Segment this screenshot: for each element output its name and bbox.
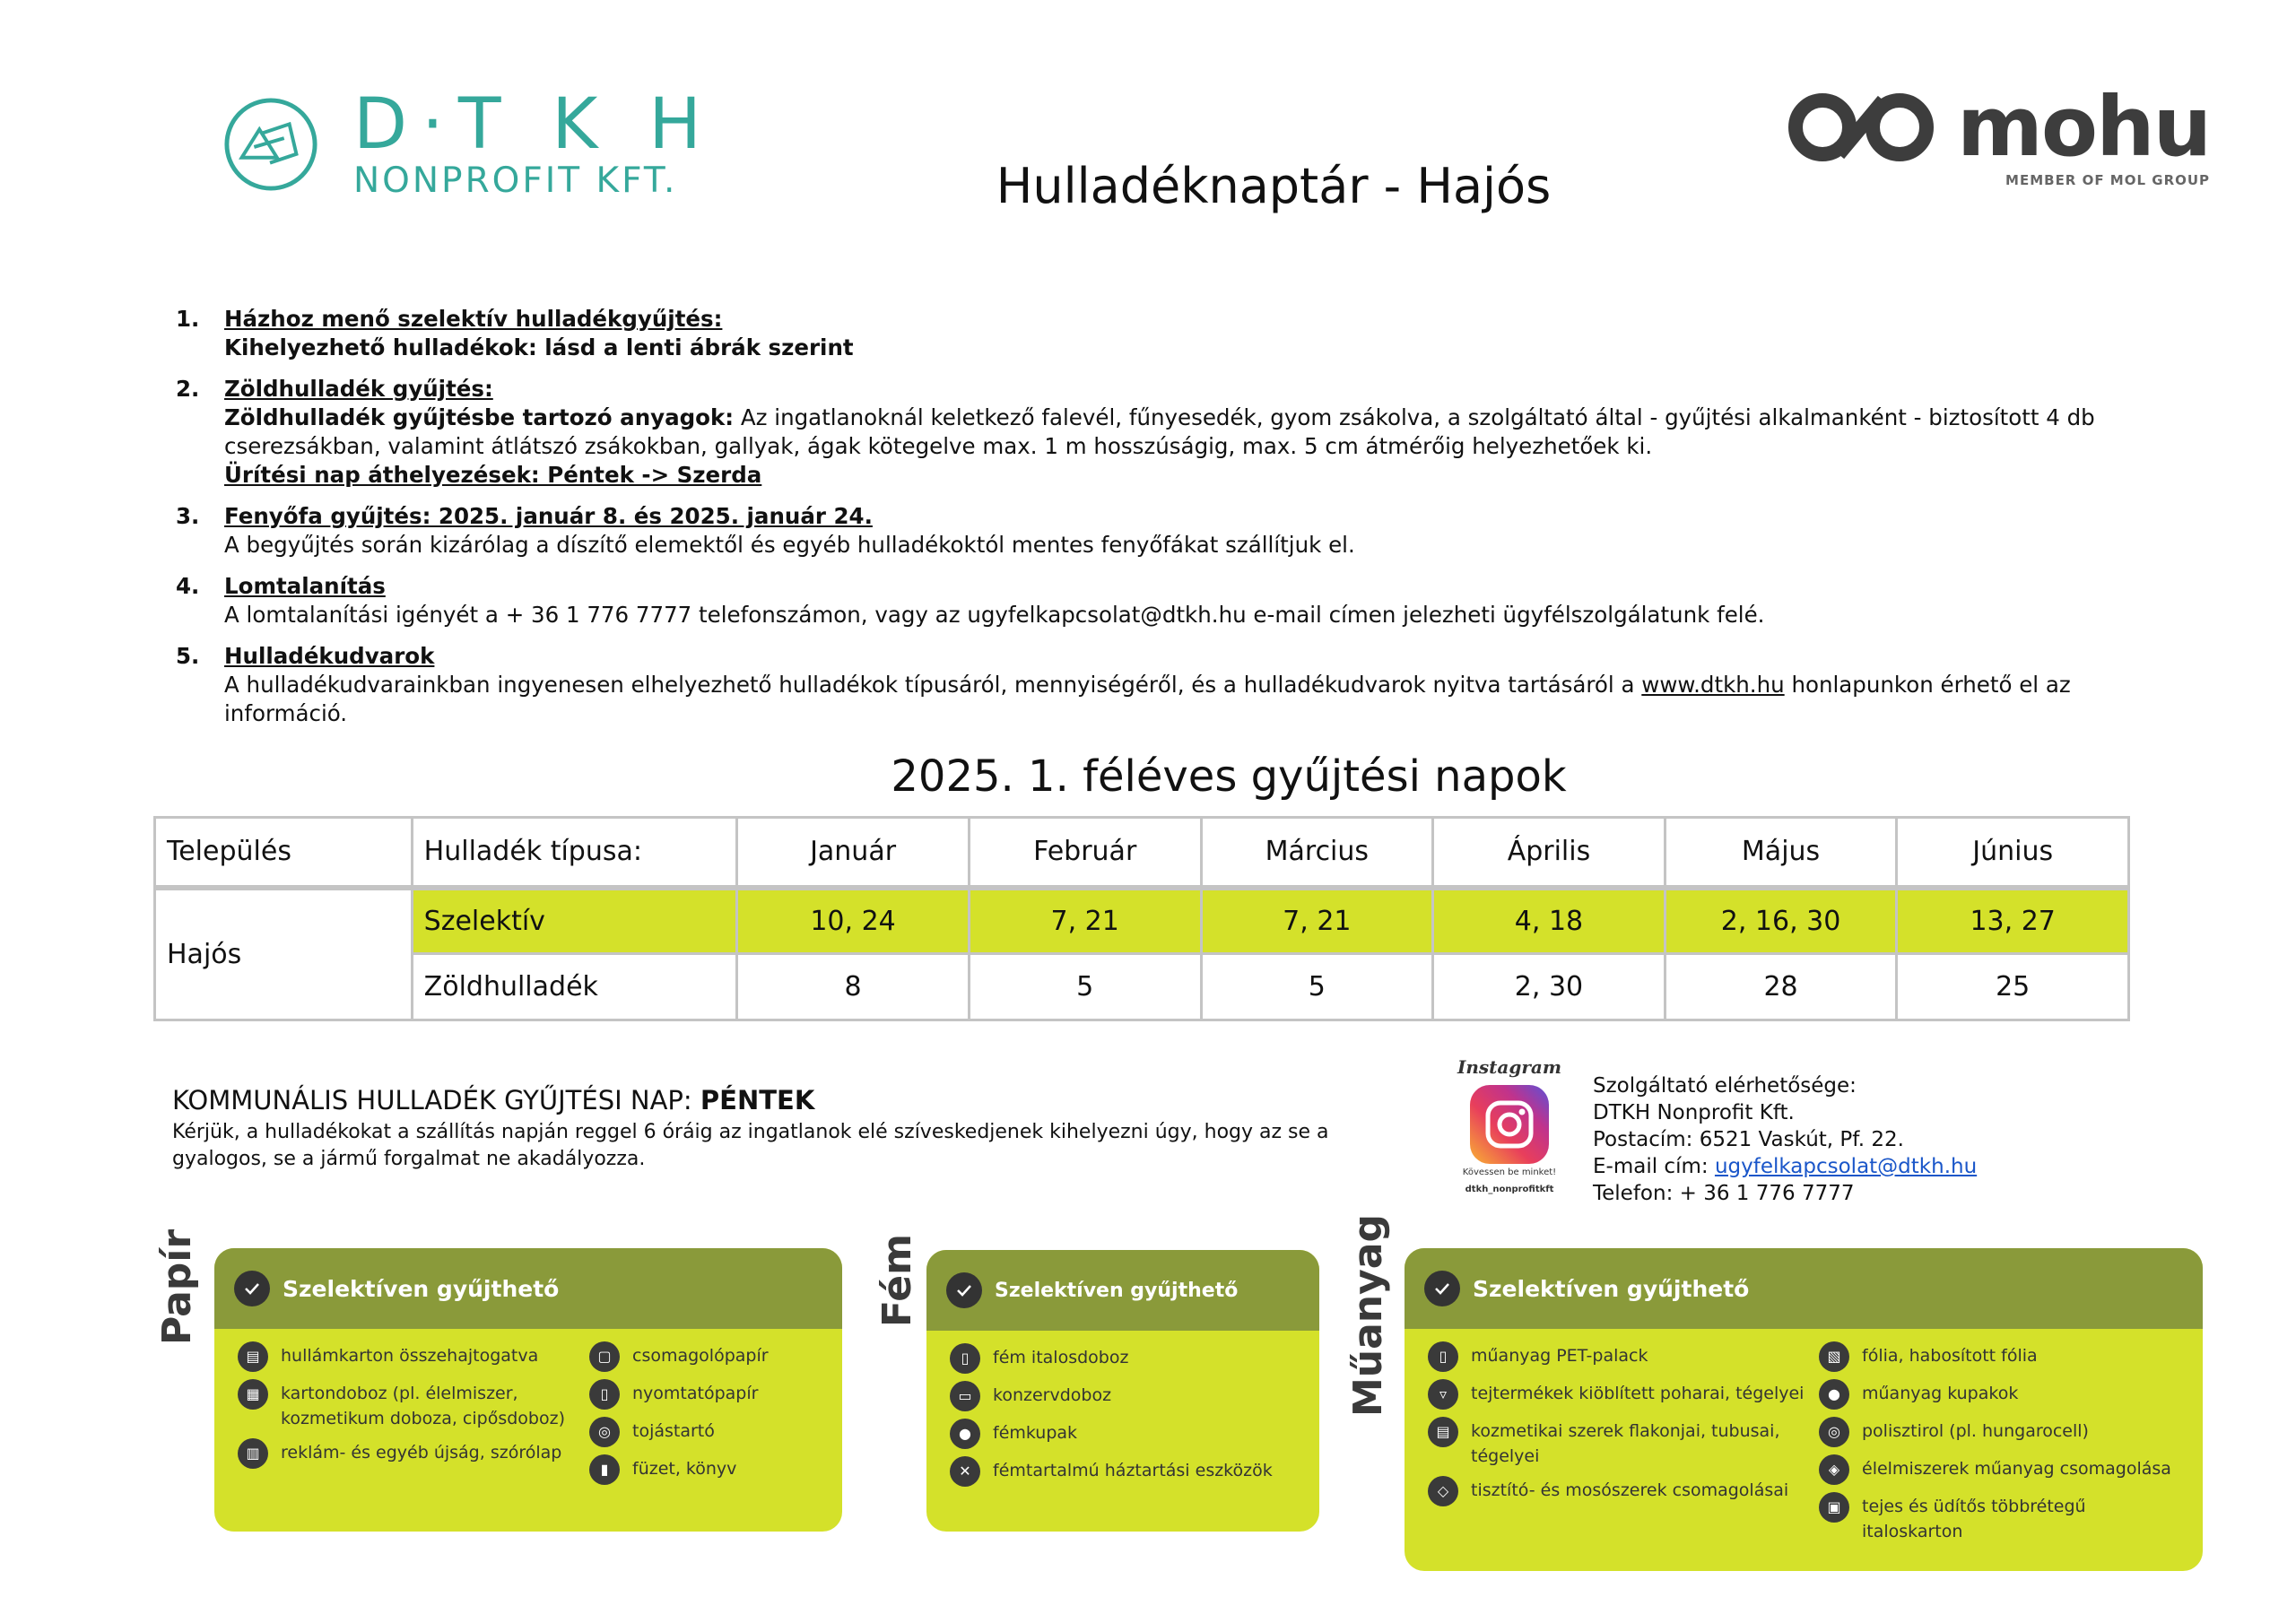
communal-title [172,1085,1428,1115]
info-text: A lomtalanítási igényét a + 36 1 776 7777 telefonszámon, vagy az ugyfelkapcsolat@dtkh.hu e-mail címen jelezheti ügyfélszolgálatunk felé. [224,602,1765,628]
list-item [238,1381,589,1431]
table-header-row [155,818,2129,888]
cardboard-icon: ▤ [238,1341,268,1372]
email-label: E-mail cím: [1593,1155,1715,1178]
list-item [1428,1381,1819,1410]
list-item [1428,1419,1819,1469]
date-cell: 5 [1201,954,1433,1020]
table-header: Április [1433,818,1665,888]
communal-waste-notice [172,1085,1428,1173]
plastic-cap-icon: ● [1819,1379,1849,1410]
date-cell: 5 [969,954,1201,1020]
communal-text: Kérjük, a hulladékokat a szállítás napján reggel 6 óráig az ingatlanok elé szíveskedjenek kihelyezni úgy, hogy az se a gyalogos, se a jármű forgalmat ne akadályozza. [172,1121,1329,1170]
list-item [950,1345,1296,1374]
waste-type-cell: Zöldhulladék [412,954,737,1020]
table-header: Május [1665,818,1897,888]
date-cell: 7, 21 [1201,888,1433,954]
check-icon [946,1272,982,1308]
paper-card [214,1248,842,1532]
date-cell: 25 [1897,954,2129,1020]
date-cell: 8 [737,954,970,1020]
info-item-5 [176,642,2131,728]
list-item [950,1383,1296,1411]
list-item [950,1458,1296,1487]
item-label: tisztító- és mosószerek csomagolásai [1471,1480,1789,1500]
info-heading: Fenyőfa gyűjtés: 2025. január 8. és 2025. január 24. [224,503,873,529]
item-label: kartondoboz (pl. élelmiszer, kozmetikum doboza, cipősdoboz) [281,1384,565,1428]
date-cell: 13, 27 [1897,888,2129,954]
food-packaging-icon: ◈ [1819,1454,1849,1485]
egg-carton-icon: ◎ [589,1417,620,1447]
check-icon [234,1271,270,1306]
info-text: honlapunkon érhető el az információ. [224,672,2071,726]
list-item [589,1343,819,1372]
table-header: Hulladék típusa: [412,818,737,888]
info-number: 1. [176,306,200,332]
card-header-label: Szelektíven gyűjthető [995,1279,1239,1302]
item-label: konzervdoboz [993,1385,1112,1405]
communal-day: PÉNTEK [700,1085,815,1115]
detergent-icon: ◇ [1428,1476,1458,1506]
card-header [926,1250,1319,1331]
info-number: 5. [176,643,200,669]
date-cell: 4, 18 [1433,888,1665,954]
settlement-cell: Hajós [155,888,413,1020]
item-label: fémkupak [993,1423,1078,1443]
instagram-follow-text: Kövessen be minket! [1462,1167,1557,1177]
table-header: Február [969,818,1201,888]
list-item [1428,1478,1819,1506]
table-row [155,888,2129,954]
date-cell: 28 [1665,954,1897,1020]
info-text: A begyűjtés során kizárólag a díszítő elemektől és egyéb hulladékoktól mentes fenyőfákat szállítjuk el. [224,532,1355,558]
foil-icon: ▧ [1819,1341,1849,1372]
paper-label: Papír [154,1228,200,1345]
item-label: tejtermékek kiöblített poharai, tégelyei [1471,1384,1805,1403]
item-label: reklám- és egyéb újság, szórólap [281,1443,562,1462]
mohu-tagline: MEMBER OF MOL GROUP [2005,172,2211,188]
list-item [238,1343,589,1372]
info-text: Az ingatlanoknál keletkező falevél, fűnyesedék, gyom zsákolva, a szolgáltató által - gyűjtési alkalmanként - biztosított 4 db cserezsákban, valamint átlátszó zsákokban, gallyak, ágak kötegelve max. 1 m hosszúságig, max. 5 cm átmérőig helyezhetőek ki. [224,404,2095,459]
list-item [950,1420,1296,1449]
plastic-card [1405,1248,2203,1571]
camera-icon [1483,1098,1536,1151]
info-heading: Lomtalanítás [224,573,386,599]
section-title: 2025. 1. féléves gyűjtési napok [891,751,1567,802]
drink-carton-icon: ▣ [1819,1492,1849,1523]
item-label: tojástartó [632,1421,715,1441]
item-label: füzet, könyv [632,1459,737,1479]
communal-title-prefix: KOMMUNÁLIS HULLADÉK GYŰJTÉSI NAP: [172,1085,700,1115]
tin-can-icon: ▭ [950,1381,980,1411]
list-item [589,1419,819,1447]
polystyrene-icon: ◎ [1819,1417,1849,1447]
website-link[interactable]: www.dtkh.hu [1641,672,1785,698]
info-text: Kihelyezhető hulladékok: lásd a lenti ábrák szerint [224,334,854,360]
metal-card [926,1250,1319,1532]
item-label: tejes és üdítős többrétegű italoskarton [1862,1497,2086,1541]
page-title: Hulladéknaptár - Hajós [996,158,1552,214]
item-label: műanyag kupakok [1862,1384,2019,1403]
card-header-label: Szelektíven gyűjthető [283,1275,560,1302]
instagram-wordmark: Instagram [1457,1056,1561,1078]
waste-type-cell: Szelektív [412,888,737,954]
list-item [589,1381,819,1410]
contact-line [1593,1153,1977,1180]
item-label: fólia, habosított fólia [1862,1346,2038,1366]
dtkh-brand-text: D·T K H [353,84,716,165]
card-header [214,1248,842,1329]
item-label: kozmetikai szerek flakonjai, tubusai, tégelyei [1471,1421,1780,1466]
check-icon [1424,1271,1460,1306]
email-link[interactable]: ugyfelkapcsolat@dtkh.hu [1714,1155,1978,1178]
newspaper-icon: ▥ [238,1438,268,1469]
info-number: 4. [176,573,200,599]
list-item [1819,1456,2179,1485]
can-icon: ▯ [950,1343,980,1374]
table-row [155,954,2129,1020]
item-label: fém italosdoboz [993,1348,1129,1367]
item-label: fémtartalmú háztartási eszközök [993,1461,1273,1480]
instagram-handle: dtkh_nonprofitkft [1465,1185,1554,1194]
info-item-4 [176,572,2131,629]
printer-paper-icon: ▯ [589,1379,620,1410]
date-cell: 2, 30 [1433,954,1665,1020]
table-header: Január [737,818,970,888]
list-item [1819,1381,2179,1410]
date-cell: 10, 24 [737,888,970,954]
instagram-icon[interactable] [1470,1085,1549,1164]
card-header-label: Szelektíven gyűjthető [1473,1275,1750,1302]
cosmetic-bottle-icon: ▤ [1428,1417,1458,1447]
box-icon: ▦ [238,1379,268,1410]
info-list [176,305,2131,741]
info-heading: Házhoz menő szelektív hulladékgyűjtés: [224,306,723,332]
book-icon: ▮ [589,1454,620,1485]
tools-icon: ✕ [950,1456,980,1487]
info-move-note: Ürítési nap áthelyezések: Péntek -> Szerda [224,462,762,488]
info-item-3 [176,502,2131,560]
contact-line: Postacím: 6521 Vaskút, Pf. 22. [1593,1128,1904,1151]
item-label: hullámkarton összehajtogatva [281,1346,539,1366]
list-item [1428,1343,1819,1372]
dtkh-sub-text: NONPROFIT KFT. [353,161,678,201]
info-number: 3. [176,503,200,529]
info-lead: Zöldhulladék gyűjtésbe tartozó anyagok: [224,404,735,430]
info-text: A hulladékudvarainkban ingyenesen elhelyezhető hulladékok típusáról, mennyiségéről, és a hulladékudvarok nyitva tartásáról a [224,672,1642,698]
item-label: csomagolópapír [632,1346,769,1366]
bottle-cap-icon: ● [950,1419,980,1449]
info-item-1 [176,305,2131,362]
metal-label: Fém [874,1234,920,1327]
plastic-label: Műanyag [1345,1214,1391,1417]
schedule-table [153,816,2130,1021]
info-heading: Hulladékudvarok [224,643,435,669]
contact-line: DTKH Nonprofit Kft. [1593,1101,1795,1124]
list-item [238,1440,589,1469]
info-number: 2. [176,376,200,402]
table-header: Március [1201,818,1433,888]
table-header: Település [155,818,413,888]
contact-block [1593,1072,1977,1207]
list-item [1819,1494,2179,1544]
info-heading: Zöldhulladék gyűjtés: [224,376,493,402]
yogurt-cup-icon: ▿ [1428,1379,1458,1410]
date-cell: 7, 21 [969,888,1201,954]
item-label: élelmiszerek műanyag csomagolása [1862,1459,2171,1479]
mohu-wordmark: mohu [1957,79,2211,175]
pet-bottle-icon: ▯ [1428,1341,1458,1372]
info-item-2 [176,375,2131,490]
instagram-block[interactable] [1451,1056,1568,1194]
item-label: műanyag PET-palack [1471,1346,1648,1366]
item-label: nyomtatópapír [632,1384,759,1403]
table-header: Június [1897,818,2129,888]
item-label: polisztirol (pl. hungarocell) [1862,1421,2089,1441]
card-header [1405,1248,2203,1329]
wrapping-paper-icon: ▢ [589,1341,620,1372]
list-item [589,1456,819,1485]
list-item [1819,1419,2179,1447]
contact-line: Szolgáltató elérhetősége: [1593,1074,1857,1098]
list-item [1819,1343,2179,1372]
contact-line: Telefon: + 36 1 776 7777 [1593,1182,1855,1205]
date-cell: 2, 16, 30 [1665,888,1897,954]
